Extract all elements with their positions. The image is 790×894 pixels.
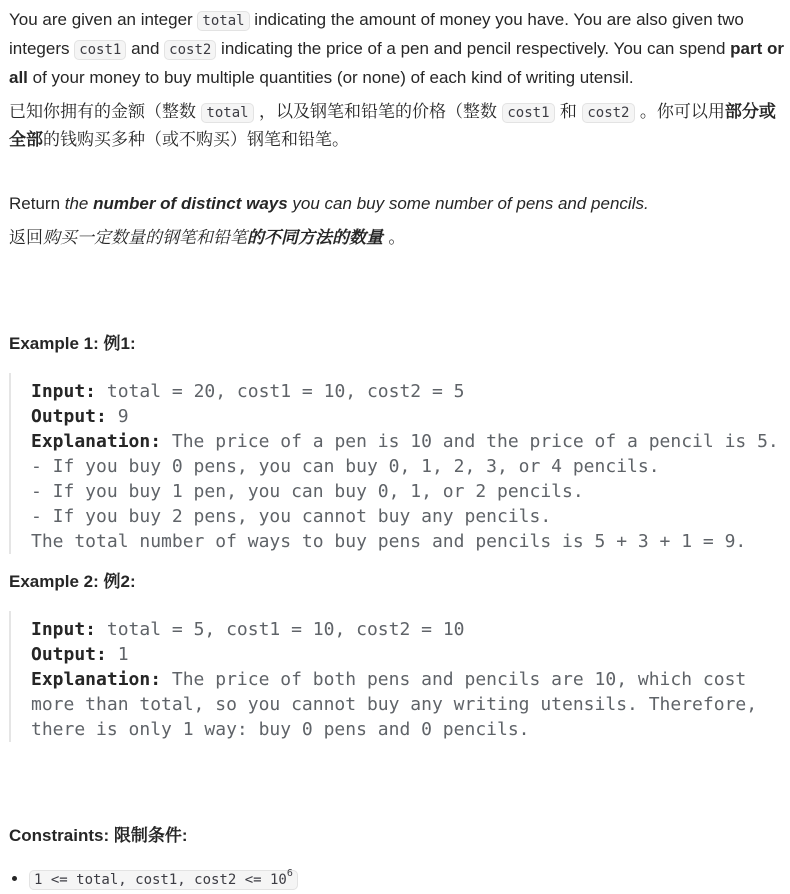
spacer: [9, 260, 788, 330]
output-value: 9: [106, 406, 129, 427]
explanation-value: The price of a pen is 10 and the price of a pencil is 5. - If you buy 0 pens, you can buy 0, 1, 2, 3, or 4 pencils. - If you buy 1 pen, you can buy 0, 1, or 2 pencils. - If you buy 2 pens, you cannot buy any pencils. The total number of ways to buy pens and pencils is 5 + 3 + 1 = 9.: [31, 431, 779, 552]
text: 的钱购买多种（或不购买）钢笔和铅笔。: [43, 130, 349, 150]
text: You are given an integer: [9, 10, 198, 29]
italic-text: 购买一定数量的钢笔和铅笔: [43, 228, 247, 248]
spacer: [9, 162, 788, 190]
code-cost1: cost1: [502, 103, 554, 123]
bold-italic-text: 的不同方法的数量: [247, 228, 383, 248]
constraints-heading: Constraints: 限制条件:: [9, 826, 188, 845]
text: 。你可以用: [634, 102, 725, 122]
input-value: total = 20, cost1 = 10, cost2 = 5: [96, 381, 465, 402]
example-2-heading: Example 2: 例2:: [9, 572, 136, 591]
text: ，以及钢笔和铅笔的价格（整数: [253, 102, 503, 122]
text: and: [126, 39, 165, 58]
input-value: total = 5, cost1 = 10, cost2 = 10: [96, 619, 465, 640]
code-total: total: [201, 103, 253, 123]
output-value: 1: [106, 644, 129, 665]
explanation-value: The price of both pens and pencils are 10, which cost more than total, so you cannot buy any writing utensils. Therefore, there is only 1 way: buy 0 pens and 0 pencils.: [31, 669, 768, 740]
constraint-exponent: 6: [286, 868, 293, 879]
constraint-item: [29, 865, 788, 894]
constraint-code: [29, 870, 298, 890]
text: 和: [554, 102, 583, 122]
output-label: Output:: [31, 644, 107, 665]
example-1-block: [9, 373, 788, 554]
constraints-list: [9, 865, 788, 894]
italic-text: the: [64, 194, 94, 213]
bold-part-or-all: part or all: [9, 39, 784, 87]
input-label: Input:: [31, 381, 97, 402]
spacer: [9, 756, 788, 822]
text: 。: [383, 228, 406, 248]
example-1-heading: Example 1: 例1:: [9, 334, 136, 353]
text: 已知你拥有的金额（整数: [9, 102, 202, 122]
input-label: Input:: [31, 619, 97, 640]
bold-zh: 部分或全部: [9, 102, 776, 150]
text: of your money to buy multiple quantities (or none) of each kind of writing utensil.: [27, 68, 634, 87]
text: Return: [9, 194, 65, 213]
bold-italic-text: number of distinct ways: [93, 194, 288, 213]
text: indicating the amount of money you have. You are also given two integers: [9, 10, 744, 58]
code-total: total: [197, 11, 249, 31]
text: 返回: [9, 228, 43, 248]
code-cost1: cost1: [74, 40, 126, 60]
code-cost2: cost2: [582, 103, 634, 123]
description-en: [9, 6, 788, 91]
description-zh: [9, 99, 788, 154]
return-zh: [9, 225, 788, 252]
output-label: Output:: [31, 406, 107, 427]
italic-text: you can buy some number of pens and pencils.: [287, 194, 649, 213]
explanation-label: Explanation:: [31, 669, 162, 690]
return-en: [9, 190, 788, 217]
explanation-label: Explanation:: [31, 431, 162, 452]
example-2-block: [9, 611, 788, 742]
code-cost2: cost2: [164, 40, 216, 60]
constraint-text: 1 <= total, cost1, cost2 <= 10: [34, 872, 287, 888]
text: indicating the price of a pen and pencil respectively. You can spend: [216, 39, 731, 58]
